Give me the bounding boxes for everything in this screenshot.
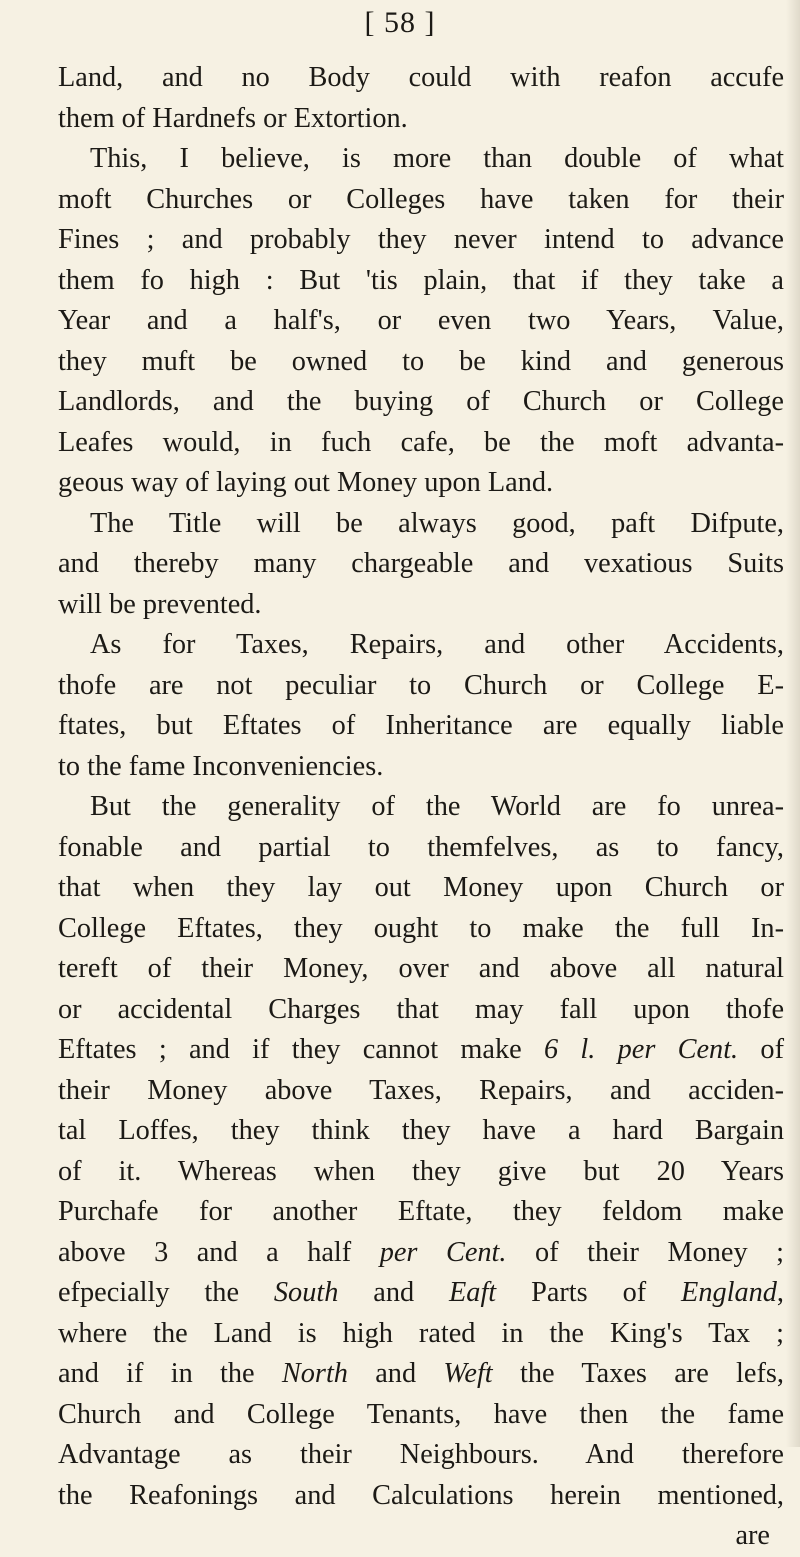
text-segment: or accidental Charges that may fall upon thofe	[58, 993, 784, 1025]
text-line	[58, 949, 784, 990]
text-segment: and	[347, 1358, 444, 1389]
text-line	[58, 1192, 784, 1233]
text-segment: tereft of their Money, over and above all natural	[58, 953, 784, 984]
italic-text: England	[681, 1277, 777, 1308]
text-line	[58, 787, 784, 828]
page-number: [ 58 ]	[364, 6, 436, 39]
text-segment: thofe are not peculiar to Church or College E-	[58, 669, 784, 701]
text-line	[58, 868, 784, 909]
text-segment: College Eftates, they ought to make the full In-	[58, 912, 784, 944]
text-segment: As for Taxes, Repairs, and other Accidents,	[90, 629, 784, 660]
text-segment: tal Loffes, they think they have a hard Bargain	[58, 1115, 784, 1146]
text-segment: will be prevented.	[58, 588, 262, 620]
text-line	[58, 747, 784, 788]
text-segment: of it. Whereas when they give but 20 Years	[58, 1155, 784, 1187]
text-segment: Leafes would, in fuch cafe, be the moft advanta-	[58, 426, 784, 458]
text-line	[58, 220, 784, 261]
catchword	[58, 1516, 784, 1557]
text-segment: Parts of	[496, 1277, 682, 1308]
text-line	[58, 1314, 784, 1355]
text-line	[58, 382, 784, 423]
text-line	[58, 544, 784, 585]
text-segment: ftates, but Eftates of Inheritance are equally liable	[58, 710, 784, 741]
text-line	[58, 1152, 784, 1193]
text-line	[58, 58, 784, 99]
italic-text: Weft	[443, 1358, 493, 1389]
text-segment: But the generality of the World are fo unrea-	[90, 791, 784, 822]
italic-text: Eaft	[449, 1277, 497, 1308]
text-segment: Church and College Tenants, have then the fame	[58, 1398, 784, 1430]
text-line	[58, 828, 784, 869]
text-segment: the Reafonings and Calculations herein mentioned,	[58, 1479, 784, 1511]
text-line	[58, 1071, 784, 1112]
text-line	[58, 301, 784, 342]
text-line	[58, 342, 784, 383]
italic-text: per Cent.	[379, 1236, 507, 1268]
text-segment: Landlords, and the buying of Church or College	[58, 386, 784, 417]
italic-text: 6 l. per Cent.	[543, 1034, 739, 1065]
text-segment: Eftates ; and if they cannot make	[58, 1034, 544, 1065]
text-segment: them of Hardnefs or Extortion.	[58, 102, 408, 134]
text-segment: Purchafe for another Eftate, they feldom make	[58, 1196, 784, 1227]
text-line	[58, 261, 784, 302]
text-line	[58, 666, 784, 707]
text-segment: and thereby many chargeable and vexatious Suits	[58, 548, 784, 579]
text-segment: above 3 and a half	[58, 1236, 380, 1268]
text-segment: of their Money ;	[506, 1236, 785, 1268]
text-line	[58, 585, 784, 626]
text-line	[58, 504, 784, 545]
text-segment: fonable and partial to themfelves, as to fancy,	[58, 831, 784, 863]
text-line	[58, 625, 784, 666]
text-segment: where the Land is high rated in the King's Tax ;	[58, 1317, 784, 1349]
text-segment: them fo high : But 'tis plain, that if they take a	[58, 264, 784, 296]
text-segment: Land, and no Body could with reafon accufe	[58, 62, 784, 93]
text-segment: and if in the	[58, 1358, 282, 1389]
italic-text: North	[281, 1358, 348, 1389]
text-segment: that when they lay out Money upon Church or	[58, 872, 784, 903]
text-line	[58, 1476, 784, 1517]
text-line	[58, 1111, 784, 1152]
text-line	[58, 1395, 784, 1436]
text-segment: of	[738, 1034, 784, 1065]
text-segment: ,	[776, 1277, 784, 1308]
text-line	[58, 99, 784, 140]
text-line	[58, 1354, 784, 1395]
text-segment: they muft be owned to be kind and generous	[58, 345, 784, 377]
text-segment: the Taxes are lefs,	[492, 1358, 784, 1389]
text-line	[58, 180, 784, 221]
text-line	[58, 1273, 784, 1314]
page-edge-shadow	[786, 0, 800, 1447]
body-text	[58, 58, 784, 1557]
text-line	[58, 909, 784, 950]
text-segment: are	[735, 1520, 770, 1551]
text-line	[58, 1435, 784, 1476]
text-segment: their Money above Taxes, Repairs, and acciden-	[58, 1074, 784, 1106]
text-line	[58, 139, 784, 180]
text-segment: geous way of laying out Money upon Land.	[58, 467, 554, 498]
text-segment: to the fame Inconveniencies.	[58, 750, 384, 782]
text-segment: Advantage as their Neighbours. And therefore	[58, 1439, 784, 1470]
text-segment: This, I believe, is more than double of what	[90, 143, 784, 174]
text-segment: Fines ; and probably they never intend to advance	[58, 224, 784, 255]
text-line	[58, 1233, 784, 1274]
text-line	[58, 423, 784, 464]
text-segment: The Title will be always good, paft Difpute,	[90, 507, 784, 539]
text-segment: moft Churches or Colleges have taken for their	[58, 183, 784, 215]
text-segment: efpecially the	[58, 1277, 274, 1308]
text-segment: and	[338, 1277, 450, 1308]
text-line	[58, 990, 784, 1031]
text-line	[58, 463, 784, 504]
italic-text: South	[273, 1277, 339, 1308]
text-line	[58, 706, 784, 747]
text-segment: Year and a half's, or even two Years, Value,	[58, 305, 784, 336]
text-line	[58, 1030, 784, 1071]
